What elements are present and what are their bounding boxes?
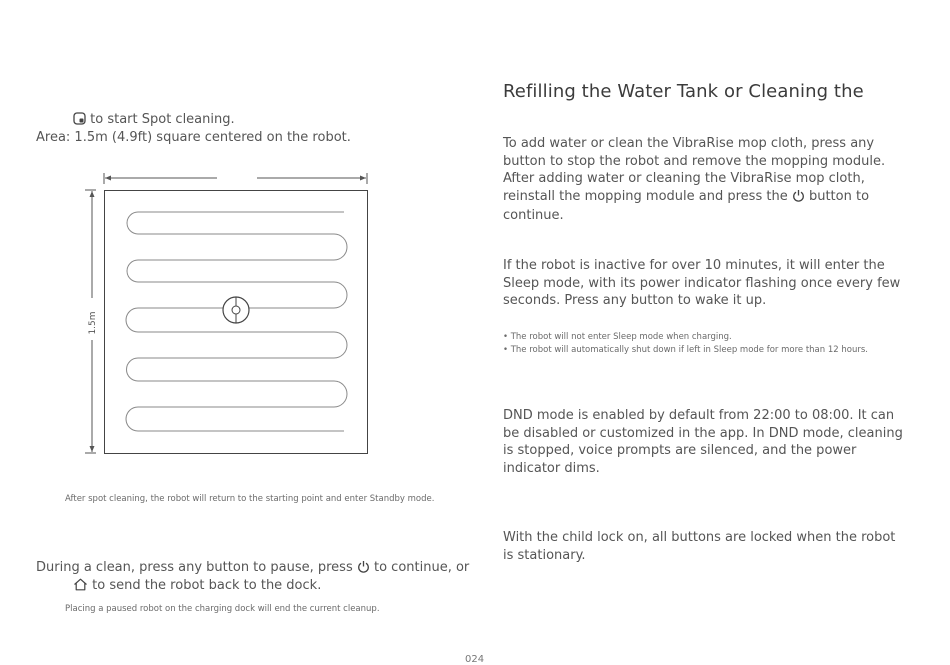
pause-line: During a clean, press any button to pause, press to continue, or	[36, 559, 469, 579]
dnd-paragraph: DND mode is enabled by default from 22:00 to 08:00. It can be disabled or customized in the app. In DND mode, cleaning is stopped, voice prompts are silenced, and the power indicator dims.	[503, 408, 903, 476]
refill-paragraph: To add water or clean the VibraRise mop cloth, press any button to stop the robot and remove the mopping module. After adding water or cleaning the VibraRise mop cloth, reinstall the mopping module and press the button to continue.	[503, 136, 886, 223]
sleep-note-2: • The robot will automatically shut down if left in Sleep mode for more than 12 hours.	[503, 345, 868, 355]
spot-clean-diagram	[80, 168, 380, 464]
power-icon	[357, 560, 370, 579]
child-lock-paragraph: With the child lock on, all buttons are locked when the robot is stationary.	[503, 530, 896, 563]
spot-clean-icon	[73, 112, 86, 131]
sleep-paragraph: If the robot is inactive for over 10 minutes, it will enter the Sleep mode, with its power indicator flashing once every few seconds. Press any button to wake it up.	[503, 258, 901, 308]
section-heading: Refilling the Water Tank or Cleaning the	[503, 81, 864, 102]
spot-clean-line: to start Spot cleaning.	[73, 111, 235, 131]
spot-area-text: Area: 1.5m (4.9ft) square centered on the robot.	[36, 130, 351, 145]
sleep-note-1: • The robot will not enter Sleep mode when charging.	[503, 332, 732, 342]
dock-line: to send the robot back to the dock.	[73, 577, 321, 597]
dimension-label: 1.5m	[88, 311, 98, 335]
page-number: 024	[465, 654, 485, 665]
spot-note: After spot cleaning, the robot will return to the starting point and enter Standby mode.	[65, 494, 435, 504]
home-icon	[73, 578, 88, 597]
pause-note: Placing a paused robot on the charging dock will end the current cleanup.	[65, 604, 380, 614]
power-icon	[792, 189, 805, 208]
robot-icon	[223, 297, 249, 323]
